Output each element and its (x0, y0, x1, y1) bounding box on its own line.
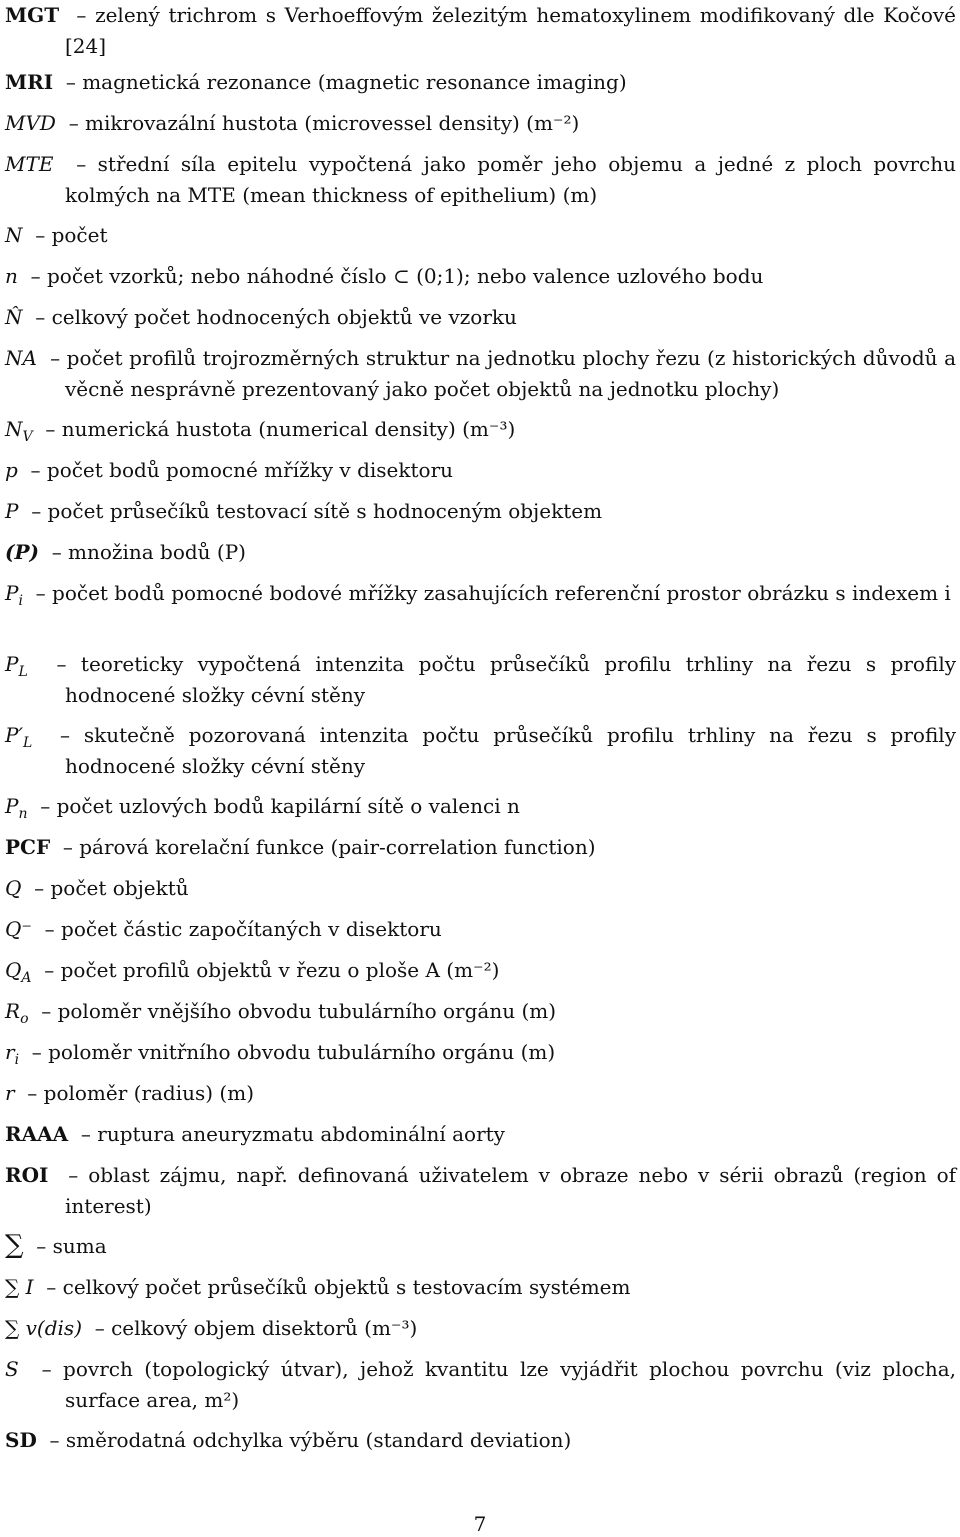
entry-symbol: $r_i$ (5, 1040, 20, 1068)
entry-text: povrch (topologický útvar), jehož kvantitu lze vyjádřit plochou povrchu (viz plocha, surface area, m²) (63, 1357, 957, 1412)
entry-dash: – (68, 111, 79, 135)
symbol-subscript: i (18, 593, 23, 609)
entry-symbol: n (5, 264, 18, 288)
entry-dash: – (94, 1316, 105, 1340)
glossary-entry-pn (5, 791, 956, 822)
glossary-entry-na (5, 343, 956, 405)
entry-dash: – (41, 1357, 52, 1381)
glossary-entry-n-hat (5, 302, 956, 333)
glossary-entry-q-minus (5, 914, 956, 945)
entry-dash: – (76, 152, 87, 176)
entry-symbol: p (5, 458, 18, 482)
entry-text: počet profilů objektů v řezu o ploše A (m⁻²) (60, 958, 500, 982)
entry-dash: – (31, 1040, 42, 1064)
entry-text: mikrovazální hustota (microvessel density) (m⁻²) (85, 111, 580, 135)
entry-symbol: (P) (5, 540, 39, 564)
glossary-page (5, 0, 956, 1537)
entry-text: počet průsečíků testovací sítě s hodnoceným objektem (47, 499, 603, 523)
glossary-entry-mgt (5, 0, 956, 62)
glossary-entry-qa (5, 955, 956, 986)
symbol-subscript: i (14, 1052, 20, 1068)
glossary-entry-pcf (5, 832, 956, 863)
entry-text: skutečně pozorovaná intenzita počtu průsečíků profilu trhliny na řezu s profily hodnocené složky cévní stěny (65, 723, 956, 778)
symbol-subscript: L (18, 664, 28, 680)
glossary-entry-mte (5, 149, 956, 211)
entry-text: poloměr vnitřního obvodu tubulárního orgánu (m) (48, 1040, 556, 1064)
entry-dash: – (45, 417, 56, 441)
glossary-entry-p-capital (5, 496, 956, 527)
glossary-entry-ro (5, 996, 956, 1027)
glossary-entry-p-set (5, 537, 956, 568)
entry-dash: – (80, 1122, 91, 1146)
entry-text: počet vzorků; nebo náhodné číslo ⊂ (0;1); nebo valence uzlového bodu (46, 264, 764, 288)
page-number: 7 (473, 1512, 487, 1536)
entry-text: počet bodů pomocné bodové mřížky zasahujících referenční prostor obrázku s indexem i (52, 581, 951, 605)
entry-dash: – (36, 1234, 47, 1258)
entry-symbol: MGT (5, 3, 60, 27)
entry-symbol: NA (5, 346, 37, 370)
entry-text: celkový počet hodnocených objektů ve vzorku (51, 305, 517, 329)
entry-symbol: ROI (5, 1163, 49, 1187)
entry-text: počet (51, 223, 108, 247)
entry-text: zelený trichrom s Verhoeffovým železitým hematoxylinem modifikovaný dle Kočové [24] (65, 3, 957, 58)
glossary-entry-sum-i (5, 1272, 956, 1303)
glossary-entry-nv (5, 414, 956, 445)
entry-dash: – (34, 876, 45, 900)
entry-dash: – (35, 305, 46, 329)
entry-symbol: ∑ I (5, 1275, 34, 1299)
entry-dash: – (27, 1081, 38, 1105)
entry-symbol: $P_i$ (5, 581, 23, 609)
glossary-entry-n-small (5, 261, 956, 292)
symbol-subscript: V (22, 429, 33, 445)
glossary-entry-roi (5, 1160, 956, 1222)
glossary-entry-pi (5, 578, 956, 609)
entry-symbol: r (5, 1081, 15, 1105)
glossary-entry-s (5, 1354, 956, 1416)
glossary-entry-q (5, 873, 956, 904)
entry-symbol: MTE (5, 152, 54, 176)
glossary-entry-n-count (5, 220, 956, 251)
glossary-entry-mvd (5, 108, 956, 139)
entry-symbol: $N_V$ (5, 417, 33, 445)
entry-dash: – (51, 540, 62, 564)
symbol-subscript: n (18, 806, 28, 822)
entry-dash: – (41, 999, 52, 1023)
entry-dash: – (76, 3, 87, 27)
symbol-subscript: o (20, 1011, 29, 1027)
entry-dash: – (35, 223, 46, 247)
entry-symbol: SD (5, 1428, 37, 1452)
entry-dash: – (56, 652, 67, 676)
entry-text: celkový objem disektorů (m⁻³) (111, 1316, 418, 1340)
entry-dash: – (65, 70, 76, 94)
entry-dash: – (44, 958, 55, 982)
entry-symbol: $R_o$ (5, 999, 29, 1027)
sum-symbol: ∑ (5, 1230, 24, 1260)
entry-dash: – (68, 1163, 79, 1187)
entry-text: ruptura aneuryzmatu abdominální aorty (97, 1122, 505, 1146)
symbol-subscript: L (23, 735, 33, 751)
entry-symbol: RAAA (5, 1122, 69, 1146)
entry-text: počet uzlových bodů kapilární sítě o valenci n (56, 794, 520, 818)
glossary-entry-p-small (5, 455, 956, 486)
entry-dash: – (50, 346, 61, 370)
entry-text: počet profilů trojrozměrných struktur na jednotku plochy řezu (z historických důvodů a věcně nesprávně prezentovaný jako počet objektů na jednotku plochy) (65, 346, 956, 401)
entry-text: směrodatná odchylka výběru (standard deviation) (65, 1428, 572, 1452)
entry-text: celkový počet průsečíků objektů s testovacím systémem (62, 1275, 631, 1299)
glossary-entry-sd (5, 1425, 956, 1456)
glossary-entry-ri (5, 1037, 956, 1068)
entry-dash: – (35, 581, 46, 605)
entry-text: teoreticky vypočtená intenzita počtu průsečíků profilu trhliny na řezu s profily hodnocené složky cévní stěny (65, 652, 957, 707)
glossary-entry-pl (5, 649, 956, 711)
entry-symbol: MVD (5, 111, 56, 135)
entry-text: poloměr (radius) (m) (43, 1081, 255, 1105)
entry-symbol: P (5, 499, 19, 523)
entry-symbol: N̂ (5, 305, 23, 329)
entry-text: množina bodů (P) (68, 540, 246, 564)
entry-dash: – (31, 499, 42, 523)
entry-text: počet částic započítaných v disektoru (61, 917, 442, 941)
glossary-entry-r (5, 1078, 956, 1109)
entry-symbol: MRI (5, 70, 54, 94)
entry-symbol: $P_L$ (5, 652, 28, 680)
entry-text: počet objektů (50, 876, 189, 900)
entry-text: magnetická rezonance (magnetic resonance imaging) (82, 70, 627, 94)
entry-symbol: $P'_L$ (5, 723, 33, 751)
glossary-entry-pl-prime (5, 720, 956, 782)
entry-text: numerická hustota (numerical density) (m⁻³) (61, 417, 516, 441)
entry-dash: – (46, 1275, 57, 1299)
entry-symbol: $Q_A$ (5, 958, 32, 986)
entry-dash: – (44, 917, 55, 941)
glossary-entry-sum (5, 1231, 956, 1262)
entry-dash: – (59, 723, 70, 747)
entry-symbol: Q⁻ (5, 917, 32, 941)
entry-text: střední síla epitelu vypočtená jako poměr jeho objemu a jedné z ploch povrchu kolmých na MTE (mean thickness of epithelium) (m) (65, 152, 957, 207)
entry-text: suma (52, 1234, 107, 1258)
glossary-entry-raaa (5, 1119, 956, 1150)
entry-symbol: ∑ v(dis) (5, 1316, 83, 1340)
entry-text: párová korelační funkce (pair-correlation function) (79, 835, 596, 859)
entry-symbol: N (5, 223, 23, 247)
entry-symbol: PCF (5, 835, 51, 859)
entry-symbol: S (5, 1357, 19, 1381)
entry-dash: – (40, 794, 51, 818)
glossary-entry-sum-vdis (5, 1313, 956, 1344)
entry-dash: – (30, 264, 41, 288)
glossary-entry-mri (5, 67, 956, 98)
entry-text: počet bodů pomocné mřížky v disektoru (46, 458, 454, 482)
entry-symbol: Q (5, 876, 22, 900)
entry-text: poloměr vnějšího obvodu tubulárního orgánu (m) (57, 999, 557, 1023)
symbol-subscript: A (21, 970, 32, 986)
entry-dash: – (49, 1428, 60, 1452)
entry-dash: – (62, 835, 73, 859)
entry-dash: – (30, 458, 41, 482)
entry-symbol: $P_n$ (5, 794, 28, 822)
entry-text: oblast zájmu, např. definovaná uživatelem v obraze nebo v sérii obrazů (region of interest) (65, 1163, 957, 1218)
